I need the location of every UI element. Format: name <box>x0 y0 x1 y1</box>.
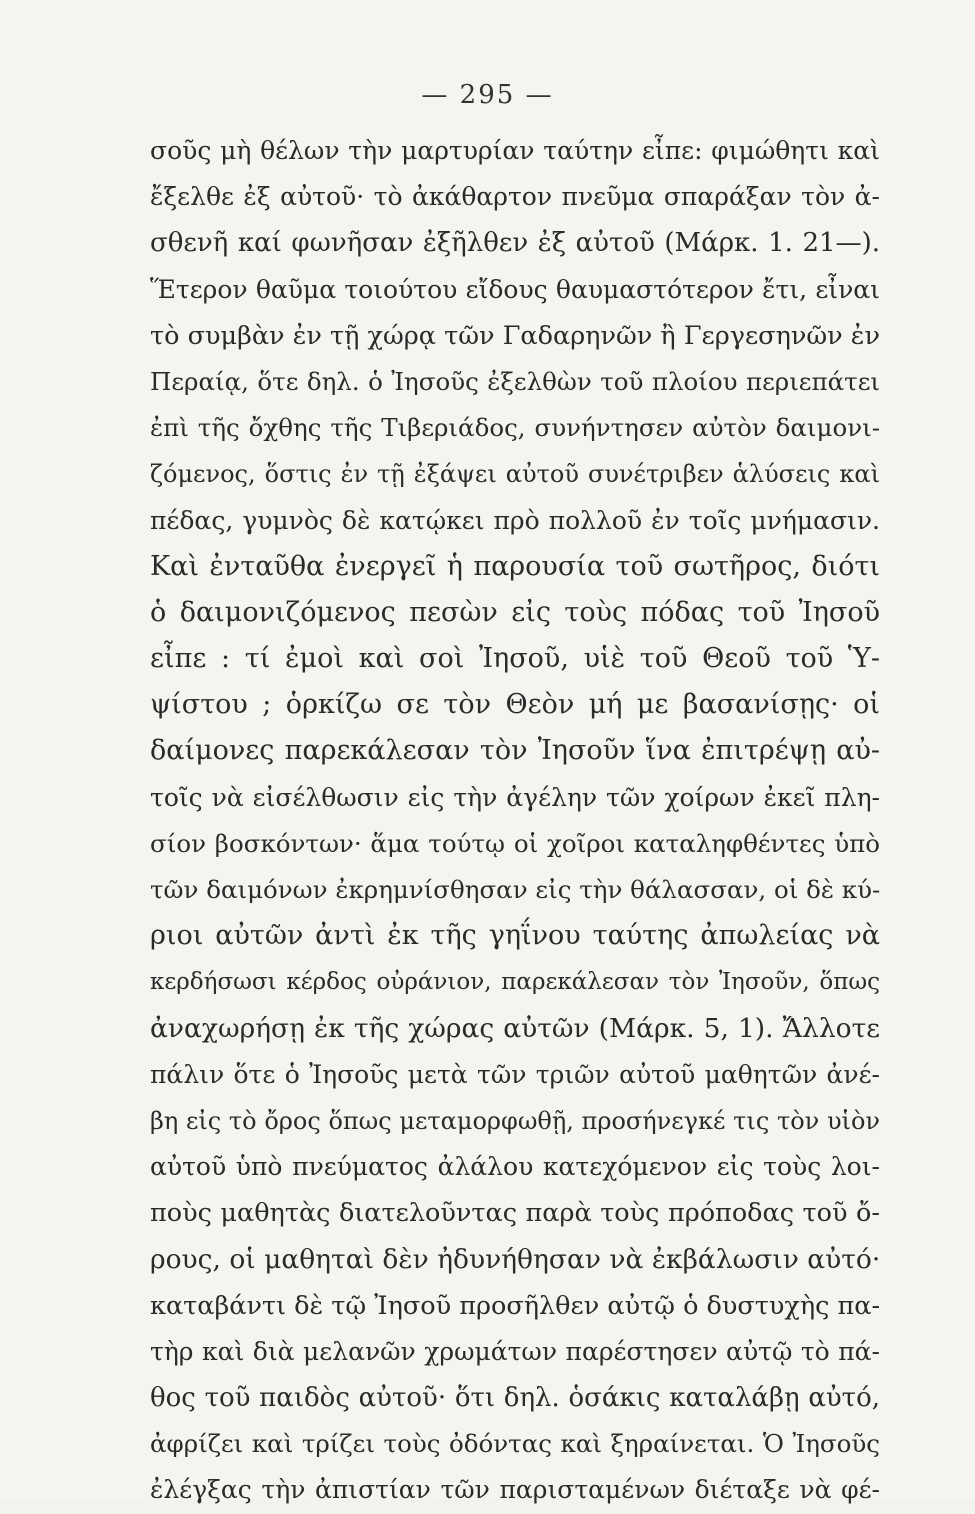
text-line: θος τοῦ παιδὸς αὐτοῦ· ὅτι δηλ. ὁσάκις καταλάβῃ αὐτό, <box>150 1383 880 1414</box>
text-line: δαίμονες παρεκάλεσαν τὸν Ἰησοῦν ἵνα ἐπιτρέψῃ αὐ- <box>150 735 880 767</box>
text-line: ψίστου ; ὁρκίζω σε τὸν Θεὸν μή με βασανίσῃς· οἱ <box>150 689 880 721</box>
text-line: ἀφρίζει καὶ τρίζει τοὺς ὀδόντας καὶ ξηραίνεται. Ὁ Ἰησοῦς <box>150 1429 880 1459</box>
text-line: πέδας, γυμνὸς δὲ κατῴκει πρὸ πολλοῦ ἐν τοῖς μνήμασιν. <box>150 505 880 535</box>
text-line: τῶν δαιμόνων ἐκρημνίσθησαν εἰς τὴν θάλασσαν, οἱ δὲ κύ- <box>150 875 881 904</box>
text-line: Καὶ ἐνταῦθα ἐνεργεῖ ἡ παρουσία τοῦ σωτῆρος, διότι <box>150 550 880 582</box>
text-line: ἐλέγξας τὴν ἀπιστίαν τῶν παρισταμένων διέταξε νὰ φέ- <box>150 1475 880 1505</box>
text-line: τὸ συμβὰν ἐν τῇ χώρᾳ τῶν Γαδαρηνῶν ἢ Γεργεσηνῶν ἐν <box>150 320 880 351</box>
text-line: βη εἰς τὸ ὄρος ὅπως μεταμορφωθῇ, προσήνεγκέ τις τὸν υἱὸν <box>150 1106 880 1135</box>
text-line: ὁ δαιμονιζόμενος πεσὼν εἰς τοὺς πόδας τοῦ Ἰησοῦ <box>150 596 880 628</box>
text-line: Ἕτερον θαῦμα τοιούτου εἴδους θαυμαστότερον ἔτι, εἶναι <box>150 274 880 304</box>
text-line: ριοι αὐτῶν ἀντὶ ἐκ τῆς γηΐνου ταύτης ἀπωλείας νὰ <box>150 920 880 952</box>
text-line: ζόμενος, ὅστις ἐν τῇ ἐξάψει αὐτοῦ συνέτριβεν ἁλύσεις καὶ <box>150 460 880 489</box>
text-line: ἀναχωρήσῃ ἐκ τῆς χώρας αὐτῶν (Μάρκ. 5, 1). Ἄλλοτε <box>150 1012 880 1044</box>
text-line: Περαίᾳ, ὅτε δηλ. ὁ Ἰησοῦς ἐξελθὼν τοῦ πλοίου περιεπάτει <box>150 366 880 396</box>
text-line: σθενῆ καί φωνῆσαν ἐξῆλθεν ἐξ αὐτοῦ (Μάρκ. 1. 21—). <box>150 228 880 259</box>
text-line: κερδήσωσι κέρδος οὐράνιον, παρεκάλεσαν τὸν Ἰησοῦν, ὅπως <box>150 969 880 996</box>
text-line: πάλιν ὅτε ὁ Ἰησοῦς μετὰ τῶν τριῶν αὐτοῦ μαθητῶν ἀνέ- <box>150 1059 880 1089</box>
text-line: εἶπε : τί ἐμοὶ καὶ σοὶ Ἰησοῦ, υἱὲ τοῦ Θεοῦ τοῦ Ὑ- <box>150 643 880 675</box>
text-line: αὐτοῦ ὑπὸ πνεύματος ἀλάλου κατεχόμενον εἰς τοὺς λοι- <box>150 1152 880 1182</box>
text-line: τοῖς νὰ εἰσέλθωσιν εἰς τὴν ἀγέλην τῶν χοίρων ἐκεῖ πλη- <box>150 782 880 812</box>
text-line: καταβάντι δὲ τῷ Ἰησοῦ προσῆλθεν αὐτῷ ὁ δυστυχὴς πα- <box>150 1290 881 1321</box>
body-text <box>150 128 880 1514</box>
text-line: σοῦς μὴ θέλων τὴν μαρτυρίαν ταύτην εἶπε: φιμώθητι καὶ <box>150 136 880 165</box>
text-line: ἐπὶ τῆς ὄχθης τῆς Τιβεριάδος, συνήντησεν αὐτὸν δαιμονι- <box>150 413 880 443</box>
text-line: σίον βοσκόντων· ἅμα τούτῳ οἱ χοῖροι καταληφθέντες ὑπὸ <box>150 828 880 858</box>
text-line: ἔξελθε ἐξ αὐτοῦ· τὸ ἀκάθαρτον πνεῦμα σπαράξαν τὸν ἀ- <box>150 182 880 212</box>
page-number: — 295 — <box>421 80 554 110</box>
text-line: ποὺς μαθητὰς διατελοῦντας παρὰ τοὺς πρόποδας τοῦ ὄ- <box>150 1198 880 1229</box>
text-line: τὴρ καὶ διὰ μελανῶν χρωμάτων παρέστησεν αὐτῷ τὸ πά- <box>150 1336 880 1366</box>
text-line: ρους, οἱ μαθηταὶ δὲν ἠδυνήθησαν νὰ ἐκβάλωσιν αὐτό· <box>150 1243 881 1275</box>
